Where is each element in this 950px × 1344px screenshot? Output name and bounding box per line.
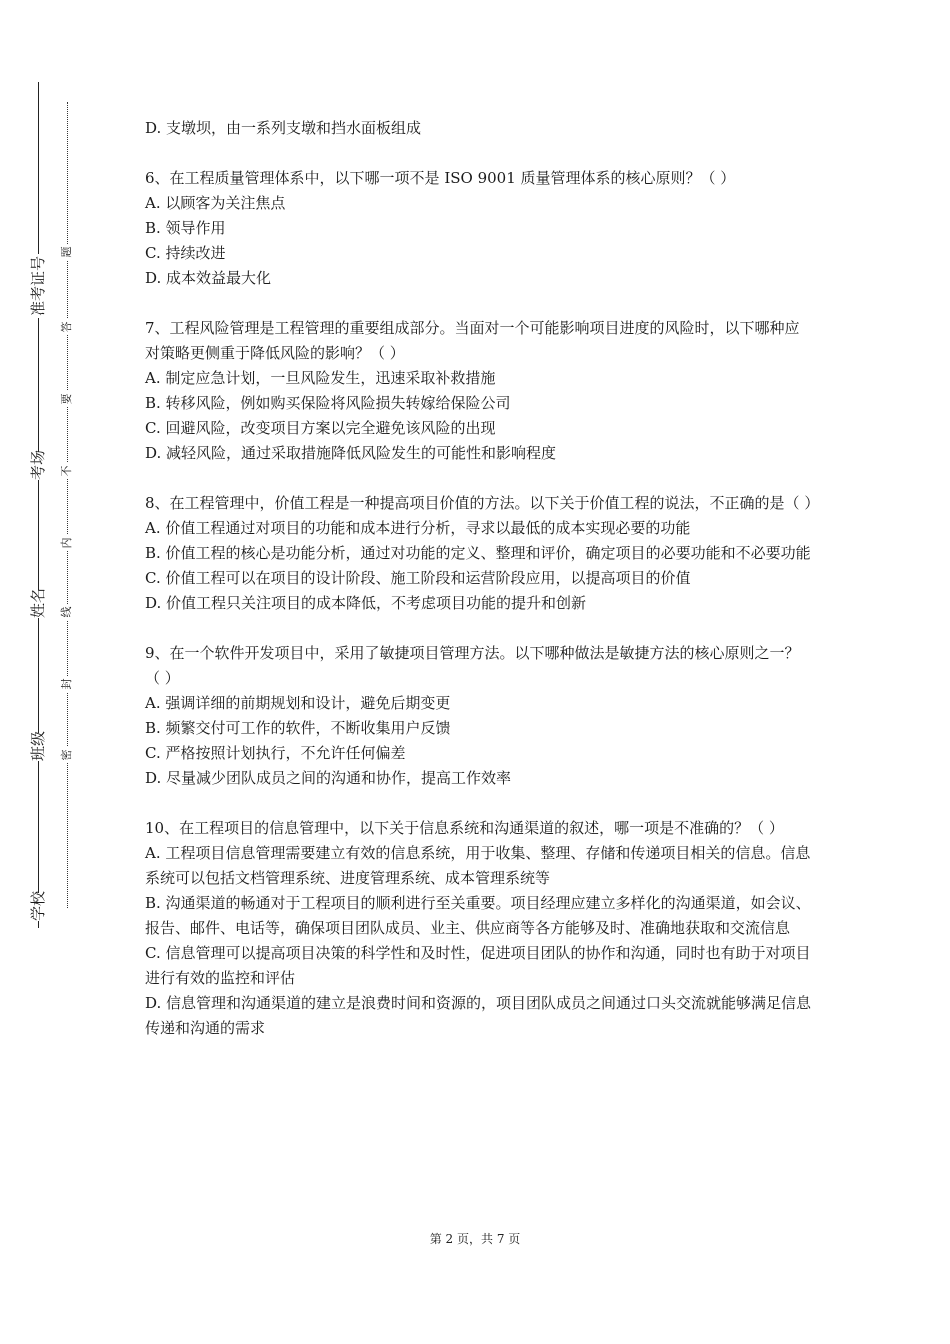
question-stem: 9、在一个软件开发项目中，采用了敏捷项目管理方法。以下哪种做法是敏捷方法的核心原则之一？（ ） — [145, 644, 800, 687]
question-stem: 7、工程风险管理是工程管理的重要组成部分。当面对一个可能影响项目进度的风险时，以下哪种应对策略更侧重于降低风险的影响？（ ） — [145, 319, 800, 362]
exam-room-label: 考场 — [24, 452, 52, 480]
option: B. 沟通渠道的畅通对于工程项目的顺利进行至关重要。项目经理应建立多样化的沟通渠道，如会议、报告、邮件、电话等，确保项目团队成员、业主、供应商等各方能够及时、准确地获取和交流信息 — [145, 894, 811, 937]
option: A. 以顾客为关注焦点 — [145, 194, 286, 212]
seal-char: 内 — [59, 535, 75, 551]
seal-char: 答 — [59, 319, 75, 335]
option: B. 价值工程的核心是功能分析，通过对功能的定义、整理和评价，确定项目的必要功能和不必要功能 — [145, 544, 811, 562]
option: C. 持续改进 — [145, 244, 226, 262]
seal-char: 不 — [59, 463, 75, 479]
option: D. 减轻风险，通过采取措施降低风险发生的可能性和影响程度 — [145, 444, 557, 462]
exam-number-label: 准考证号 — [24, 254, 52, 318]
option: A. 价值工程通过对项目的功能和成本进行分析，寻求以最低的成本实现必要的功能 — [145, 519, 691, 537]
option: D. 成本效益最大化 — [145, 269, 272, 287]
question-stem: 6、在工程质量管理体系中，以下哪一项不是 ISO 9001 质量管理体系的核心原则？（ ） — [145, 169, 736, 187]
class-label: 班级 — [24, 733, 52, 761]
option: B. 频繁交付可工作的软件，不断收集用户反馈 — [145, 719, 451, 737]
option: D. 价值工程只关注项目的成本降低，不考虑项目功能的提升和创新 — [145, 594, 587, 612]
seal-char: 要 — [59, 391, 75, 407]
leading-option: D. 支墩坝，由一系列支墩和挡水面板组成 — [145, 119, 422, 137]
school-label: 学校 — [24, 893, 52, 921]
option: C. 严格按照计划执行，不允许任何偏差 — [145, 744, 406, 762]
page-footer: 第 2 页，共 7 页 — [429, 1232, 521, 1246]
option: C. 价值工程可以在项目的设计阶段、施工阶段和运营阶段应用，以提高项目的价值 — [145, 569, 691, 587]
option: B. 转移风险，例如购买保险将风险损失转嫁给保险公司 — [145, 394, 511, 412]
seal-char: 密 — [59, 747, 75, 763]
question-10 — [145, 816, 813, 1041]
seal-char: 线 — [59, 604, 75, 620]
question-8 — [145, 491, 820, 616]
seal-dotted-line — [67, 102, 68, 908]
seal-char: 题 — [59, 244, 75, 260]
option: D. 信息管理和沟通渠道的建立是浪费时间和资源的，项目团队成员之间通过口头交流就能够满足信息传递和沟通的需求 — [145, 994, 812, 1037]
option: C. 回避风险，改变项目方案以完全避免该风险的出现 — [145, 419, 496, 437]
option: B. 领导作用 — [145, 219, 226, 237]
binding-solid-line — [38, 82, 39, 928]
question-6 — [145, 166, 813, 291]
student-name-label: 姓名 — [24, 590, 52, 618]
option: A. 制定应急计划，一旦风险发生，迅速采取补救措施 — [145, 369, 496, 387]
question-7 — [145, 316, 813, 466]
option: A. 强调详细的前期规划和设计，避免后期变更 — [145, 694, 451, 712]
option: A. 工程项目信息管理需要建立有效的信息系统，用于收集、整理、存储和传递项目相关的信息。信息系统可以包括文档管理系统、进度管理系统、成本管理系统等 — [145, 844, 811, 887]
option: C. 信息管理可以提高项目决策的科学性和及时性，促进项目团队的协作和沟通，同时也有助于对项目进行有效的监控和评估 — [145, 944, 811, 987]
question-stem: 8、在工程管理中，价值工程是一种提高项目价值的方法。以下关于价值工程的说法，不正确的是（ ） — [145, 494, 820, 512]
question-stem: 10、在工程项目的信息管理中，以下关于信息系统和沟通渠道的叙述，哪一项是不准确的？（ ） — [145, 819, 784, 837]
option: D. 尽量减少团队成员之间的沟通和协作，提高工作效率 — [145, 769, 512, 787]
exam-content — [145, 116, 820, 1041]
question-9 — [145, 641, 813, 791]
binding-margin — [0, 0, 120, 1344]
seal-char: 封 — [59, 676, 75, 692]
